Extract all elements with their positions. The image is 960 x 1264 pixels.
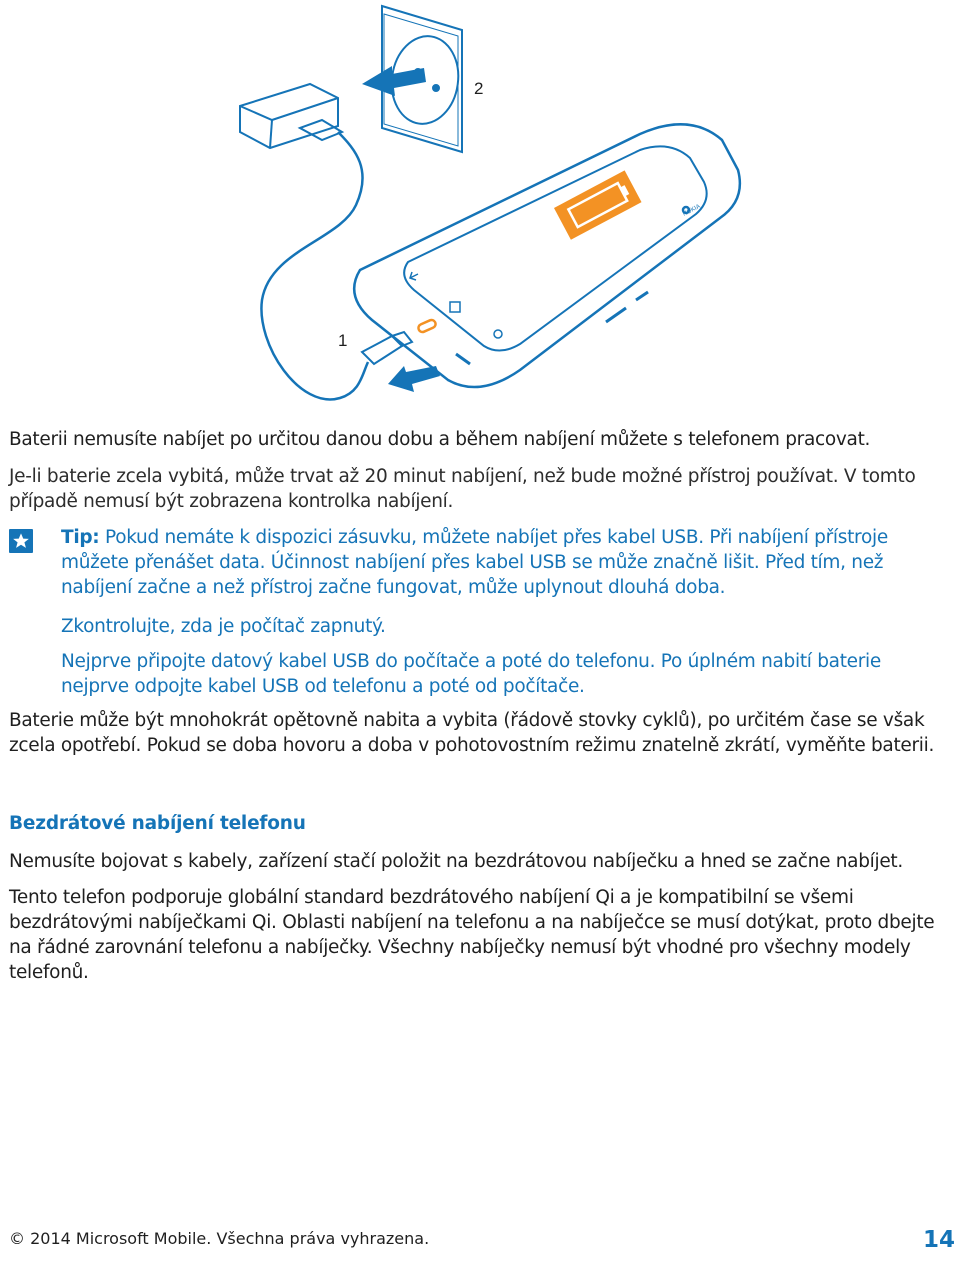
wireless-charging-heading: Bezdrátové nabíjení telefonu	[9, 813, 306, 834]
tip-check-paragraph: Zkontrolujte, zda je počítač zapnutý.	[61, 616, 386, 637]
battery-lifetime-paragraph	[9, 708, 957, 758]
charge-anytime-paragraph: Baterii nemusíte nabíjet po určitou danou dobu a během nabíjení můžete s telefonem pracovat.	[9, 429, 871, 450]
page-number: 14	[922, 1227, 955, 1253]
charging-illustration	[0, 0, 960, 420]
step-2-label: 2	[474, 79, 484, 98]
battery-lifetime-part1: Baterie může být mnohokrát opětovně nabita a vybita (řádově stovky cyklů), po určitém čase se však zcela opotřebí.	[9, 710, 925, 756]
wireless-qi-part1: Tento telefon podporuje globální standard bezdrátového nabíjení Qi a je kompatibilní se všemi bezdrátovými nabíječkami Qi.	[9, 887, 854, 933]
copyright-footer: © 2014 Microsoft Mobile. Všechna práva vyhrazena.	[9, 1229, 430, 1248]
charger-icon	[240, 84, 342, 148]
battery-icon	[554, 170, 642, 239]
tip-paragraph	[61, 525, 951, 600]
usb-cable-icon	[261, 132, 368, 399]
tip-connect-part1: Nejprve připojte datový kabel USB do počítače a poté do telefonu.	[61, 651, 656, 672]
tip-text-part1: Pokud nemáte k dispozici zásuvku, můžete nabíjet přes kabel USB. Při nabíjení přístroje můžete přenášet data.	[61, 527, 888, 573]
tip-connect-paragraph	[61, 649, 951, 699]
empty-battery-paragraph: Je-li baterie zcela vybitá, může trvat až 20 minut nabíjení, než bude možné přístroj používat. V tomto případě nemusí být zobrazena kontrolka nabíjení.	[9, 466, 916, 512]
wireless-intro-paragraph: Nemusíte bojovat s kabely, zařízení stačí položit na bezdrátovou nabíječku a hned se začne nabíjet.	[9, 851, 903, 872]
usb-port-icon	[417, 319, 437, 334]
phone-icon	[354, 124, 740, 387]
brand-label: NOKIA	[682, 203, 702, 218]
usb-plug-icon	[362, 332, 412, 364]
battery-lifetime-part2: Pokud se doba hovoru a doba v pohotovostním režimu znatelně zkrátí, vyměňte baterii.	[146, 735, 935, 756]
tip-text-part2: Účinnost nabíjení přes kabel USB se může značně lišit. Před tím, než nabíjení začne a než přístroj začne fungovat, může uplynout dlouhá doba.	[61, 552, 884, 598]
tip-connect-part2: Po úplném nabití baterie nejprve odpojte kabel USB od telefonu a poté od počítače.	[61, 651, 881, 697]
wireless-qi-part2: Oblasti nabíjení na telefonu a na nabíječce se musí dotýkat, proto dbejte na řádné zarovnání telefonu a nabíječky. Všechny nabíječky nemusí být vhodné pro všechny modely telefonů.	[9, 912, 935, 983]
step-1-label: 1	[338, 331, 348, 350]
wireless-qi-paragraph	[9, 885, 957, 985]
star-icon	[9, 529, 33, 553]
plug-in-arrow-icon	[388, 366, 440, 392]
tip-label: Tip:	[61, 527, 100, 548]
